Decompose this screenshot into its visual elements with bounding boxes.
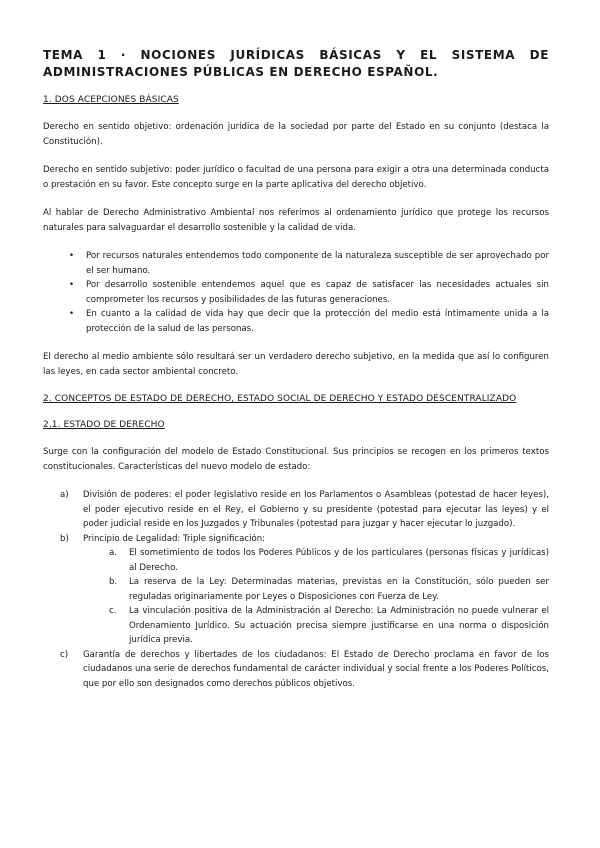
list-item-separation-of-powers [60,488,549,532]
list-item-text: Principio de Legalidad: Triple significación: [83,533,266,544]
list-item-legality-principle [60,532,549,648]
paragraph-subjective-law: Derecho en sentido subjetivo: poder jurídico o facultad de una persona para exigir a otra una determinada conducta o prestación en su favor. Este concepto surge en la parte aplicativa del derecho objetivo. [43,165,549,190]
list-marker: b) [60,533,69,544]
section-2-heading: 2. CONCEPTOS DE ESTADO DE DERECHO, ESTADO SOCIAL DE DERECHO Y ESTADO DESCENTRALIZADO [43,394,517,404]
definitions-bullet-list [43,249,549,336]
sublist-item-submission [109,546,549,575]
document-title: TEMA 1 · NOCIONES JURÍDICAS BÁSICAS Y EL SISTEMA DE ADMINISTRACIONES PÚBLICAS EN DERECHO ESPAÑOL. [43,48,549,79]
list-item-text: División de poderes: el poder legislativo reside en los Parlamentos o Asambleas (potestad de hacer leyes), el poder ejecutivo reside en el Rey, el Gobierno y su presidente (potestad para ejecutar las leyes) y el poder judicial reside en los Juzgados y Tribunales (potestad para juzgar y hacer ejecutar lo juzgado). [83,490,549,529]
legality-sublist [83,546,549,648]
list-marker: a) [60,490,69,500]
section-1-heading: 1. DOS ACEPCIONES BÁSICAS [43,95,179,105]
bullet-sustainable-development [69,278,549,307]
characteristics-list [43,488,549,691]
paragraph-environmental-law: Al hablar de Derecho Administrativo Ambiental nos referimos al ordenamiento jurídico que protege los recursos naturales para salvaguardar el desarrollo sostenible y la calidad de vida. [43,208,549,233]
bullet-text: Por recursos naturales entendemos todo componente de la naturaleza susceptible de ser aprovechado por el ser humano. [86,251,549,276]
sublist-marker: b. [109,577,118,587]
bullet-text: En cuanto a la calidad de vida hay que decir que la protección del medio está íntimamente unida a la protección de la salud de las personas. [86,309,549,334]
bullet-quality-of-life [69,307,549,336]
sublist-item-text: El sometimiento de todos los Poderes Públicos y de los particulares (personas físicas y jurídicas) al Derecho. [129,548,549,573]
bullet-text: Por desarrollo sostenible entendemos aquel que es capaz de satisfacer las necesidades actuales sin comprometer los recursos y posibilidades de las futuras generaciones. [86,280,549,305]
paragraph-rule-of-law-intro: Surge con la configuración del modelo de Estado Constitucional. Sus principios se recogen en los primeros textos constitucionales. Características del nuevo modelo de estado: [43,447,549,472]
bullet-dot-icon: • [69,280,75,290]
document-content [43,47,549,691]
bullet-natural-resources [69,249,549,278]
paragraph-environment-right: El derecho al medio ambiente sólo resultará ser un verdadero derecho subjetivo, en la medida que así lo configuren las leyes, en cada sector ambiental concreto. [43,352,549,377]
sublist-item-text: La reserva de la Ley: Determinadas materias, previstas en la Constitución, sólo pueden ser reguladas originariamente por Leyes o Disposiciones con Fuerza de Ley. [129,577,549,602]
bullet-dot-icon: • [69,309,75,319]
list-item-text: Garantía de derechos y libertades de los ciudadanos: El Estado de Derecho proclama en favor de los ciudadanos una serie de derechos fundamental de carácter individual y social frente a los Poderes Políticos, que por ello son designados como derechos públicos objetivos. [83,649,549,689]
sublist-item-reservation [109,575,549,604]
sublist-item-text: La vinculación positiva de la Administración al Derecho: La Administración no puede vulnerar el Ordenamiento Jurídico. Su actuación precisa siempre justificarse en una norma o disposición jurídica previa. [129,606,549,645]
list-marker: c) [60,649,69,660]
sublist-marker: c. [109,606,117,616]
sublist-item-positive-binding [109,604,549,648]
sublist-marker: a. [109,548,117,558]
section-2-1-heading: 2.1. ESTADO DE DERECHO [43,420,165,430]
paragraph-objective-law: Derecho en sentido objetivo: ordenación jurídica de la sociedad por parte del Estado en su conjunto (destaca la Constitución). [43,122,549,147]
bullet-dot-icon: • [69,251,75,261]
list-item-rights-guarantee [60,648,549,692]
